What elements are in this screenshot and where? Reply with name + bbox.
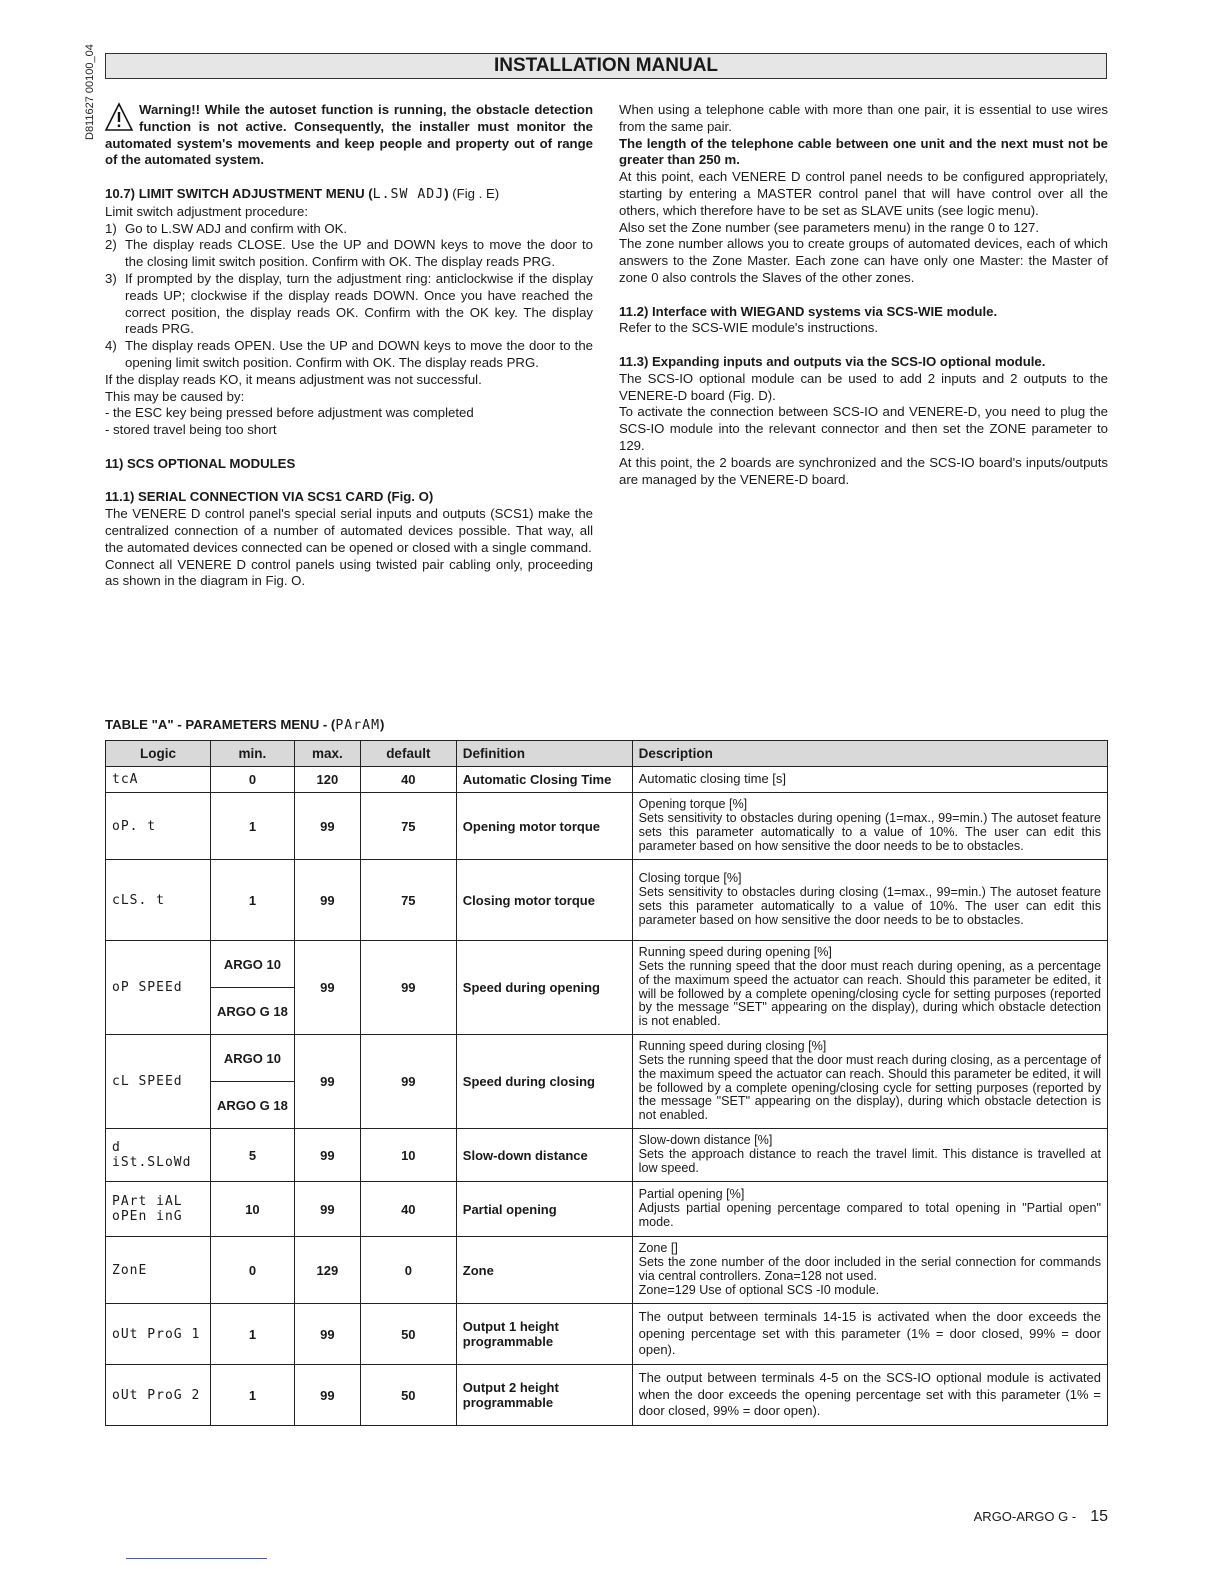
table-row	[106, 1182, 1108, 1237]
right-paragraph-1: When using a telephone cable with more than one pair, it is essential to use wires from the same pair.	[619, 102, 1108, 134]
table-row	[106, 1035, 1108, 1082]
cause-1: - the ESC key being pressed before adjustment was completed	[105, 405, 474, 421]
warning-block	[105, 102, 593, 169]
min-cell: ARGO 10	[210, 1035, 294, 1082]
s107-lcd: L.SW ADJ	[372, 186, 445, 202]
default-cell: 0	[360, 1237, 456, 1304]
min-cell: 5	[210, 1129, 294, 1182]
list-item	[105, 221, 593, 238]
step-text: Go to L.SW ADJ and confirm with OK.	[125, 220, 348, 236]
step-number: 3)	[105, 270, 117, 286]
logic-cell: cLS. t	[106, 860, 211, 941]
description-cell: The output between terminals 4-5 on the SCS-IO optional module is activated when the door exceeds the opening percentage set with this parameter (1% = door closed, 99% = door open).	[632, 1365, 1107, 1426]
table-row	[106, 860, 1108, 941]
definition-cell: Partial opening	[456, 1182, 632, 1237]
description-cell: Closing torque [%] Sets sensitivity to obstacles during closing (1=max., 99=min.) The autoset feature sets this parameter automatically to a value of 10%. The user can edit this parameter based on how sensitive the door needs to be to obstacles.	[632, 860, 1107, 941]
header-logic: Logic	[106, 741, 211, 767]
table-row	[106, 1304, 1108, 1365]
right-paragraph-3: At this point, each VENERE D control panel needs to be configured appropriately, starting by entering a MASTER control panel that will have control over all the others, which therefore have to be set as SLAVE units (see logic menu).	[619, 169, 1108, 218]
default-cell: 50	[360, 1365, 456, 1426]
min-cell: 0	[210, 767, 294, 793]
list-item	[105, 271, 593, 338]
ko-line: If the display reads KO, it means adjustment was not successful.	[105, 371, 482, 387]
step-text: The display reads OPEN. Use the UP and DOWN keys to move the door to the opening limit switch position. Confirm with OK. The display reads PRG.	[125, 338, 593, 370]
description-cell: Zone [] Sets the zone number of the door included in the serial connection for commands via central controllers. Zona=128 not used. Zone=129 Use of optional SCS -I0 module.	[632, 1237, 1107, 1304]
section-11-2-heading: 11.2) Interface with WIEGAND systems via SCS-WIE module.	[619, 303, 998, 319]
logic-cell: PArt iAL oPEn inG	[106, 1182, 211, 1237]
left-column	[105, 102, 593, 590]
page-footer	[974, 1508, 1108, 1526]
table-header-row	[106, 741, 1108, 767]
default-cell: 75	[360, 860, 456, 941]
logic-cell: tcA	[106, 767, 211, 793]
right-paragraph-2: The length of the telephone cable between one unit and the next must not be greater than 250 m.	[619, 135, 1108, 168]
header-definition: Definition	[456, 741, 632, 767]
default-cell: 75	[360, 793, 456, 860]
min-cell: 1	[210, 1365, 294, 1426]
section-11-1-heading: 11.1) SERIAL CONNECTION VIA SCS1 CARD (Fig. O)	[105, 489, 434, 505]
logic-cell: oP. t	[106, 793, 211, 860]
table-row	[106, 793, 1108, 860]
default-cell: 99	[360, 1035, 456, 1129]
header-min: min.	[210, 741, 294, 767]
step-number: 1)	[105, 220, 117, 236]
definition-cell: Output 2 height programmable	[456, 1365, 632, 1426]
document-code: D811627 00100_04	[84, 44, 96, 140]
max-cell: 99	[294, 1035, 360, 1129]
header-max: max.	[294, 741, 360, 767]
s107-suffix: )	[444, 185, 449, 201]
max-cell: 99	[294, 793, 360, 860]
min-cell: 0	[210, 1237, 294, 1304]
logic-cell: oUt ProG 2	[106, 1365, 211, 1426]
footer-divider	[126, 1558, 267, 1559]
description-cell: Running speed during opening [%] Sets the running speed that the door must reach during opening, as a percentage of the maximum speed the actuator can reach. Should this parameter be edited, it will be followed by a complete opening/closing cycle for setting purposes (reported by the message "SET" appearing on the display), during which obstacle detection is not enabled.	[632, 941, 1107, 1035]
s107-fig: (Fig . E)	[448, 185, 500, 201]
table-title	[105, 717, 384, 733]
default-cell: 10	[360, 1129, 456, 1182]
definition-cell: Output 1 height programmable	[456, 1304, 632, 1365]
s111-paragraph-1: The VENERE D control panel's special serial inputs and outputs (SCS1) make the centralized connection of a number of automated devices possible. That way, all the automated devices connected can be opened or closed with a single command.	[105, 506, 593, 555]
cause-line: This may be caused by:	[105, 388, 245, 404]
max-cell: 99	[294, 1182, 360, 1237]
warning-triangle-icon	[105, 102, 133, 132]
table-title-suffix: )	[380, 717, 385, 732]
s112-text: Refer to the SCS-WIE module's instructions.	[619, 320, 879, 336]
table-title-lcd: PArAM	[335, 718, 381, 733]
default-cell: 40	[360, 767, 456, 793]
min-cell: 10	[210, 1182, 294, 1237]
page-title: INSTALLATION MANUAL	[105, 53, 1107, 79]
s107-prefix: 10.7) LIMIT SWITCH ADJUSTMENT MENU (	[105, 185, 373, 201]
logic-cell: cL SPEEd	[106, 1035, 211, 1129]
logic-cell: ZonE	[106, 1237, 211, 1304]
s111-paragraph-2: Connect all VENERE D control panels using twisted pair cabling only, proceeding as shown in the diagram in Fig. O.	[105, 556, 593, 589]
max-cell: 99	[294, 1365, 360, 1426]
definition-cell: Opening motor torque	[456, 793, 632, 860]
table-row	[106, 941, 1108, 988]
definition-cell: Speed during opening	[456, 941, 632, 1035]
max-cell: 99	[294, 1304, 360, 1365]
s113-paragraph-3: At this point, the 2 boards are synchronized and the SCS-IO board's inputs/outputs are managed by the VENERE-D board.	[619, 454, 1108, 487]
max-cell: 99	[294, 1129, 360, 1182]
step-text: The display reads CLOSE. Use the UP and DOWN keys to move the door to the closing limit switch position. Confirm with OK. The display reads PRG.	[125, 237, 593, 270]
logic-cell: oUt ProG 1	[106, 1304, 211, 1365]
logic-cell: oP SPEEd	[106, 941, 211, 1035]
section-11-heading: 11) SCS OPTIONAL MODULES	[105, 455, 296, 471]
step-number: 2)	[105, 237, 117, 253]
list-item	[105, 237, 593, 271]
table-row	[106, 1365, 1108, 1426]
s113-paragraph-2: To activate the connection between SCS-IO and VENERE-D, you need to plug the SCS-IO module into the relevant connector and then set the ZONE parameter to 129.	[619, 404, 1108, 453]
max-cell: 99	[294, 941, 360, 1035]
right-paragraph-5: The zone number allows you to create groups of automated devices, each of which answers to the Zone Master. Each zone can have only one Master: the Master of zone 0 also controls the Slaves of the other zones.	[619, 236, 1108, 285]
default-cell: 50	[360, 1304, 456, 1365]
definition-cell: Slow-down distance	[456, 1129, 632, 1182]
header-description: Description	[632, 741, 1107, 767]
default-cell: 99	[360, 941, 456, 1035]
section-11-3-heading: 11.3) Expanding inputs and outputs via the SCS-IO optional module.	[619, 353, 1046, 369]
min-cell: ARGO G 18	[210, 988, 294, 1035]
warning-text: Warning!! While the autoset function is running, the obstacle detection function is not active. Consequently, the installer must monitor the automated system's movements and keep people and property out of range of the automated system.	[105, 102, 593, 168]
min-cell: 1	[210, 793, 294, 860]
section-10-7-heading	[105, 186, 593, 204]
s107-intro: Limit switch adjustment procedure:	[105, 203, 309, 219]
default-cell: 40	[360, 1182, 456, 1237]
description-cell: Automatic closing time [s]	[632, 767, 1107, 793]
max-cell: 120	[294, 767, 360, 793]
table-row	[106, 767, 1108, 793]
header-default: default	[360, 741, 456, 767]
right-paragraph-4: Also set the Zone number (see parameters menu) in the range 0 to 127.	[619, 219, 1040, 235]
max-cell: 99	[294, 860, 360, 941]
min-cell: 1	[210, 1304, 294, 1365]
parameters-table	[105, 740, 1108, 1426]
definition-cell: Closing motor torque	[456, 860, 632, 941]
description-cell: Opening torque [%] Sets sensitivity to obstacles during opening (1=max., 99=min.) The autoset feature sets this parameter automatically to a value of 10%. The user can edit this parameter based on how sensitive the door needs to be to obstacles.	[632, 793, 1107, 860]
max-cell: 129	[294, 1237, 360, 1304]
description-cell: Partial opening [%] Adjusts partial opening percentage compared to total opening in "Partial open" mode.	[632, 1182, 1107, 1237]
page-number: 15	[1090, 1508, 1108, 1525]
cause-2: - stored travel being too short	[105, 422, 277, 438]
logic-cell: d iSt.SLoWd	[106, 1129, 211, 1182]
table-row	[106, 1237, 1108, 1304]
procedure-steps	[105, 221, 593, 372]
list-item	[105, 338, 593, 372]
definition-cell: Automatic Closing Time	[456, 767, 632, 793]
step-number: 4)	[105, 338, 117, 354]
footer-model: ARGO-ARGO G -	[973, 1509, 1077, 1524]
description-cell: Slow-down distance [%] Sets the approach distance to reach the travel limit. This distance is travelled at low speed.	[632, 1129, 1107, 1182]
definition-cell: Speed during closing	[456, 1035, 632, 1129]
description-cell: Running speed during closing [%] Sets the running speed that the door must reach during closing, as a percentage of the maximum speed the actuator can reach. Should this parameter be edited, it will be followed by a complete opening/closing cycle for setting purposes (reported by the message "SET" appearing on the display), during which obstacle detection is not enabled.	[632, 1035, 1107, 1129]
table-row	[106, 1129, 1108, 1182]
s113-paragraph-1: The SCS-IO optional module can be used to add 2 inputs and 2 outputs to the VENERE-D board (Fig. D).	[619, 370, 1108, 403]
right-column	[619, 102, 1108, 488]
step-text: If prompted by the display, turn the adjustment ring: anticlockwise if the display reads UP; clockwise if the display reads DOWN. Once you have reached the correct position, the display reads OK. Confirm with the OK key. The display reads PRG.	[125, 270, 593, 337]
min-cell: ARGO G 18	[210, 1082, 294, 1129]
table-title-prefix: TABLE "A" - PARAMETERS MENU - (	[105, 717, 336, 732]
definition-cell: Zone	[456, 1237, 632, 1304]
min-cell: 1	[210, 860, 294, 941]
min-cell: ARGO 10	[210, 941, 294, 988]
description-cell: The output between terminals 14-15 is activated when the door exceeds the opening percentage set with this parameter (1% = door closed, 99% = door open).	[632, 1304, 1107, 1365]
